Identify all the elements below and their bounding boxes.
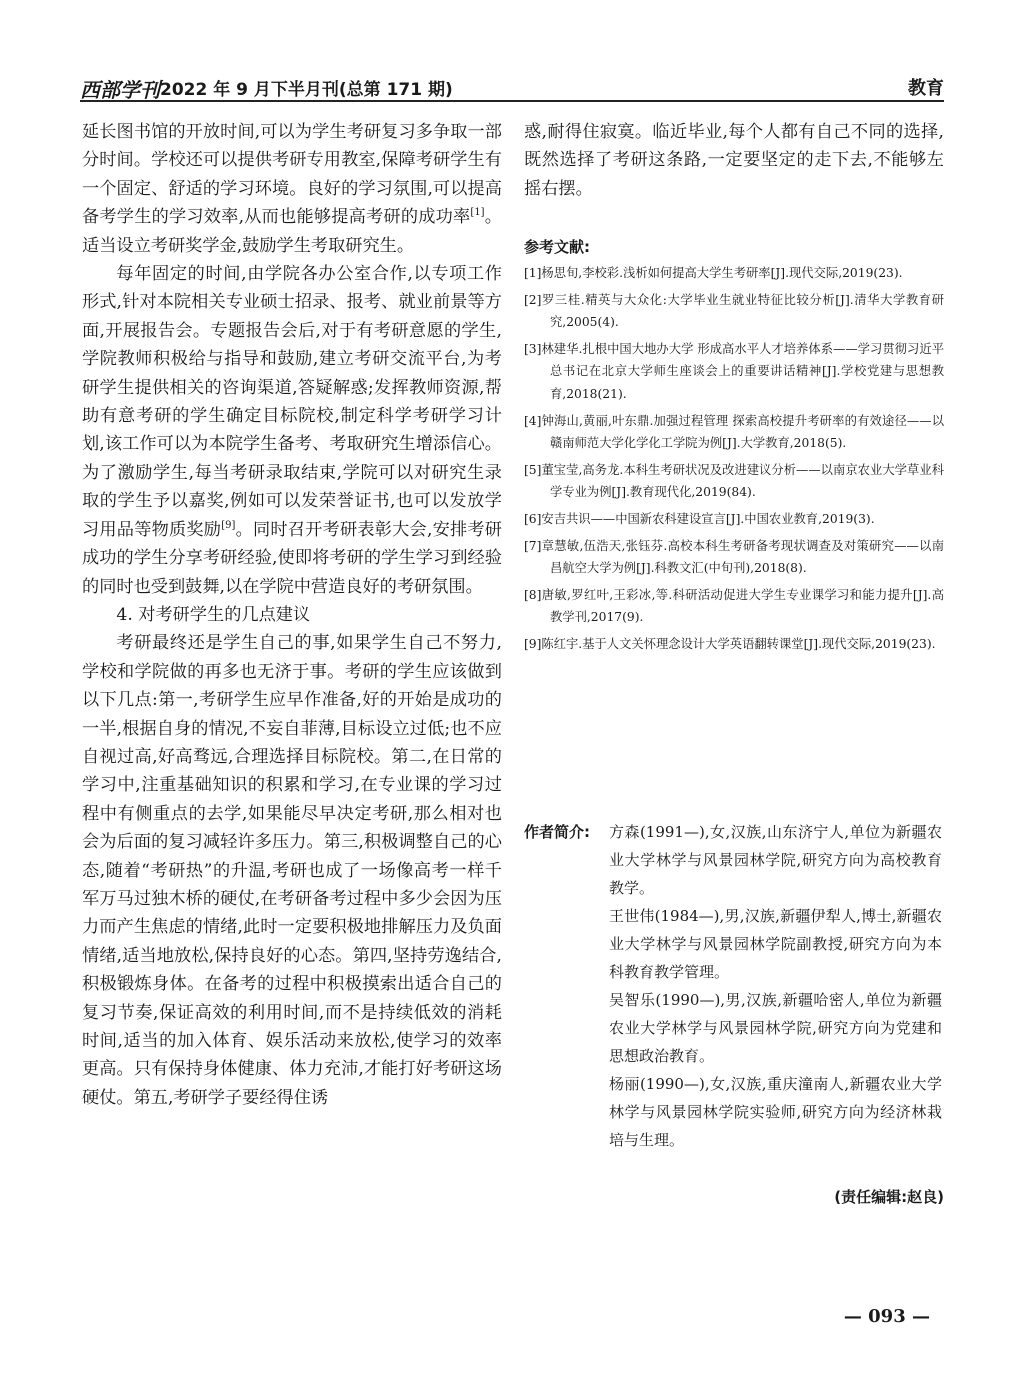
section-subheading: 4. 对考研学生的几点建议 (116, 604, 311, 625)
left-column (82, 118, 502, 1112)
page-header (80, 72, 944, 100)
author-bio: 吴智乐(1990—),男,汉族,新疆哈密人,单位为新疆农业大学林学与风景园林学院,研究方向为党建和思想政治教育。 (609, 991, 942, 1065)
reference-item: [9]陈红宇.基于人文关怀理念设计大学英语翻转课堂[J].现代交际,2019(23). (524, 636, 936, 651)
body-paragraph-3: 考研最终还是学生自己的事,如果学生自己不努力,学校和学院做的再多也无济于事。考研的学生应该做到以下几点:第一,考研学生应早作准备,好的开始是成功的一半,根据自身的情况,不妄自菲薄,目标设立过低;也不应自视过高,好高骛远,合理选择目标院校。第二,在日常的学习中,注重基础知识的积累和学习,在专业课的学习过程中有侧重点的去学,如果能尽早决定考研,那么相对也会为后面的复习减轻许多压力。第三,积极调整自己的心态,随着“考研热”的升温,考研也成了一场像高考一样千军万马过独木桥的硬仗,在考研备考过程中多少会因为压力而产生焦虑的情绪,此时一定要积极地排解压力及负面情绪,适当地放松,保持良好的心态。第四,坚持劳逸结合,积极锻炼身体。在备考的过程中积极摸索出适合自己的复习节奏,保证高效的利用时间,而不是持续低效的消耗时间,适当的加入体育、娱乐活动来放松,使学习的效率更高。只有保持身体健康、体力充沛,才能打好考研这场硬仗。第五,考研学子要经得住诱 (82, 633, 502, 1108)
issue-info: 2022 年 9 月下半月刊(总第 171 期) (160, 80, 453, 100)
author-info-label: 作者简介: (524, 823, 590, 841)
reference-item: [4]钟海山,黄丽,叶东鼎.加强过程管理 探索高校提升考研率的有效途径——以赣南师范大学化学化工学院为例[J].大学教育,2018(5). (524, 413, 944, 451)
body-paragraph-1: 延长图书馆的开放时间,可以为学生考研复习多争取一部分时间。学校还可以提供考研专用教室,保障考研学生有一个固定、舒适的学习环境。良好的学习氛围,可以提高备考学生的学习效率,从而也能够提高考研的成功率[1]。适当设立考研奖学金,鼓励学生考取研究生。 (82, 122, 502, 256)
reference-item: [1]杨思旬,李校彩.浅析如何提高大学生考研率[J].现代交际,2019(23). (524, 266, 903, 280)
section-title: 教育 (908, 78, 944, 99)
journal-logo: 西部学刊 (80, 78, 160, 102)
right-column (524, 118, 944, 203)
page-number: — 093 — (843, 1306, 930, 1327)
reference-item: [5]董宝莹,高务龙.本科生考研状况及改进建议分析——以南京农业大学草业科学专业为例[J].教育现代化,2019(84). (524, 462, 944, 500)
citation-1: [1] (470, 207, 485, 219)
reference-list (524, 262, 944, 660)
author-bios (609, 818, 942, 1154)
reference-item: [6]安吉共识——中国新农科建设宣言[J].中国农业教育,2019(3). (524, 511, 875, 526)
references-heading: 参考文献: (524, 238, 590, 256)
author-bio: 方森(1991—),女,汉族,山东济宁人,单位为新疆农业大学林学与风景园林学院,研究方向为高校教育教学。 (609, 823, 942, 897)
body-paragraph-continued: 惑,耐得住寂寞。临近毕业,每个人都有自己不同的选择,既然选择了考研这条路,一定要坚定的走下去,不能够左摇右摆。 (524, 122, 944, 199)
body-paragraph-2: 每年固定的时间,由学院各办公室合作,以专项工作形式,针对本院相关专业硕士招录、报考、就业前景等方面,开展报告会。专题报告会后,对于有考研意愿的学生,学院教师积极给与指导和鼓励,建立考研交流平台,为考研学生提供相关的咨询渠道,答疑解惑;发挥教师资源,帮助有意考研的学生确定目标院校,制定科学考研学习计划,该工作可以为本院学生备考、考取研究生增添信心。为了激励学生,每当考研录取结束,学院可以对研究生录取的学生予以嘉奖,例如可以发荣誉证书,也可以发放学习用品等物质奖励[9]。同时召开考研表彰大会,安排考研成功的学生分享考研经验,使即将考研的学生学习到经验的同时也受到鼓舞,以在学院中营造良好的考研氛围。 (82, 264, 502, 597)
responsible-editor: (责任编辑:赵良) (834, 1188, 944, 1206)
citation-9: [9] (221, 519, 236, 531)
reference-item: [3]林建华.扎根中国大地办大学 形成高水平人才培养体系——学习贯彻习近平总书记在北京大学师生座谈会上的重要讲话精神[J].学校党建与思想教育,2018(21). (524, 341, 944, 401)
author-bio: 王世伟(1984—),男,汉族,新疆伊犁人,博士,新疆农业大学林学与风景园林学院副教授,研究方向为本科教育教学管理。 (609, 907, 942, 981)
author-bio: 杨丽(1990—),女,汉族,重庆潼南人,新疆农业大学林学与风景园林学院实验师,研究方向为经济林栽培与生理。 (609, 1075, 942, 1149)
reference-item: [7]章慧敏,伍浩天,张钰芬.高校本科生考研备考现状调查及对策研究——以南昌航空大学为例[J].科教文汇(中旬刊),2018(8). (524, 538, 944, 576)
reference-item: [8]唐敏,罗红叶,王彩冰,等.科研活动促进大学生专业课学习和能力提升[J].高教学刊,2017(9). (524, 587, 944, 625)
header-rule (80, 100, 944, 102)
reference-item: [2]罗三桂.精英与大众化:大学毕业生就业特征比较分析[J].清华大学教育研究,2005(4). (524, 292, 944, 330)
